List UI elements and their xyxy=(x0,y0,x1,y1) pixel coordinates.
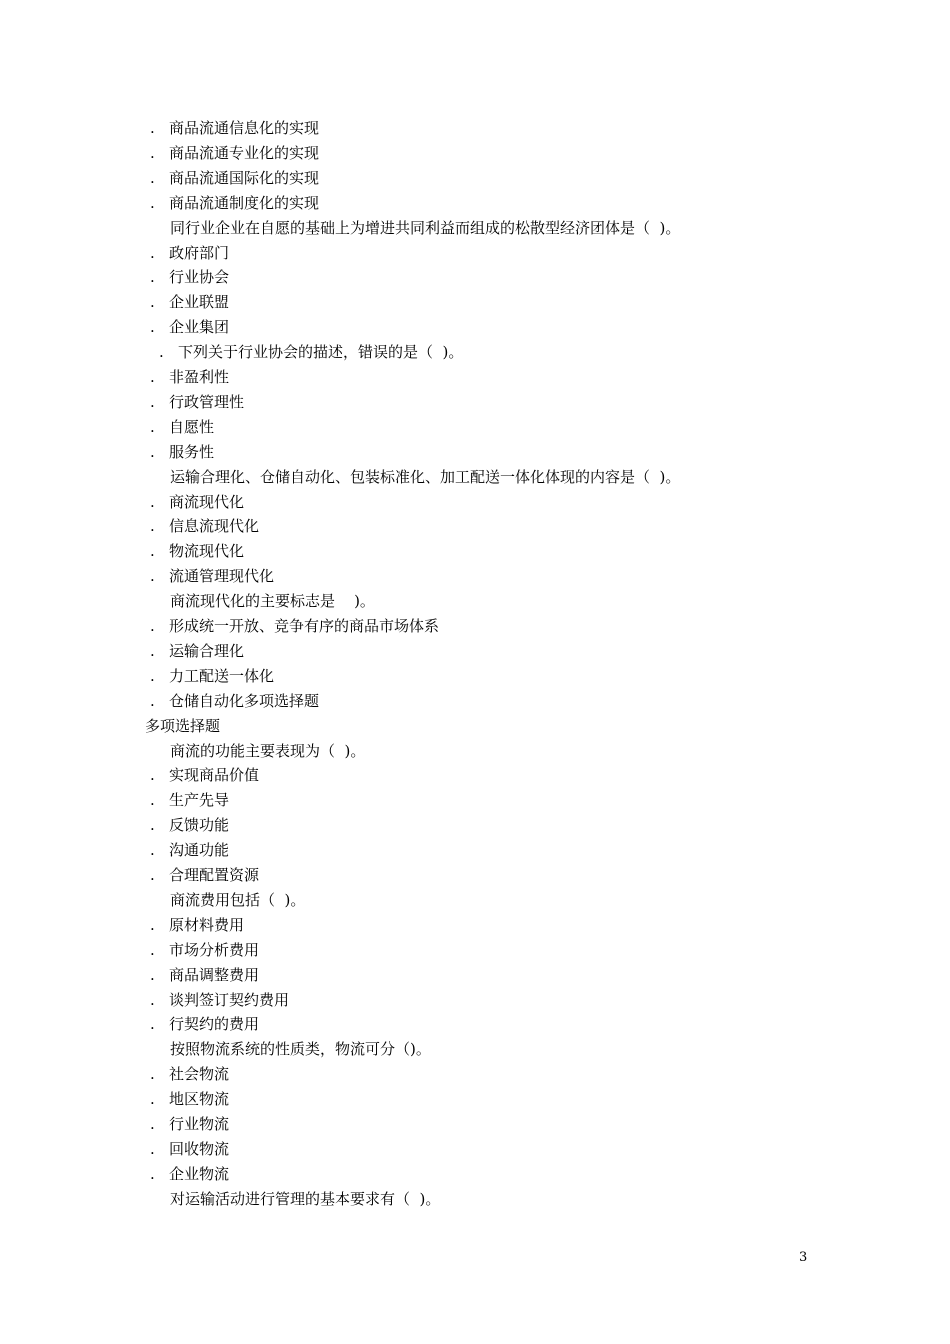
line-text: 形成统一开放、竞争有序的商品市场体系 xyxy=(169,617,440,635)
option-marker: . xyxy=(150,915,155,934)
option-marker: . xyxy=(150,442,155,461)
line-text: 自愿性 xyxy=(169,417,215,436)
answer-option xyxy=(150,168,319,188)
line-text: 社会物流 xyxy=(169,1065,230,1084)
answer-option xyxy=(150,118,319,138)
line-text: 商品流通国际化的实现 xyxy=(169,168,320,187)
question-text: 商流费用包括（ )。 xyxy=(170,890,306,909)
answer-option xyxy=(150,1064,229,1084)
line-text: 物流现代化 xyxy=(169,542,245,561)
answer-option xyxy=(150,915,244,935)
option-marker: . xyxy=(150,517,155,536)
question-text: 商流的功能主要表现为（ )。 xyxy=(170,741,366,760)
option-marker: . xyxy=(150,866,155,884)
answer-option xyxy=(150,492,244,512)
answer-option xyxy=(150,1014,259,1034)
section-heading: 多项选择题 xyxy=(145,716,221,735)
line-text: 沟通功能 xyxy=(169,841,230,860)
answer-option xyxy=(150,367,229,387)
question-text: 按照物流系统的性质类，物流可分（)。 xyxy=(170,1040,431,1059)
question-text: 同行业企业在自愿的基础上为增进共同利益而组成的松散型经济团体是（ )。 xyxy=(170,218,681,237)
line-text: 行业协会 xyxy=(169,268,230,287)
line-text: 流通管理现代化 xyxy=(169,567,275,586)
question-text: 商流现代化的主要标志是 )。 xyxy=(170,592,375,611)
answer-option xyxy=(150,865,259,885)
option-marker: . xyxy=(150,542,155,561)
option-marker: . xyxy=(150,666,155,685)
answer-option xyxy=(150,317,229,337)
line-text: 政府部门 xyxy=(169,243,230,262)
option-marker: . xyxy=(150,766,155,785)
line-text: 商品流通制度化的实现 xyxy=(169,193,320,212)
page-number: 3 xyxy=(799,1250,808,1265)
line-text: 下列关于行业协会的描述，错误的是（ )。 xyxy=(178,343,464,362)
answer-option xyxy=(150,940,259,960)
line-text: 行契约的费用 xyxy=(169,1015,260,1034)
option-marker: . xyxy=(150,1065,155,1084)
option-marker: . xyxy=(150,1090,155,1109)
option-marker: . xyxy=(159,343,164,362)
line-text: 谈判签订契约费用 xyxy=(169,990,290,1009)
option-marker: . xyxy=(150,417,155,436)
answer-option xyxy=(150,143,319,163)
answer-option xyxy=(150,815,229,835)
answer-option xyxy=(150,442,214,462)
line-text: 回收物流 xyxy=(169,1139,230,1158)
answer-option xyxy=(150,1089,229,1109)
line-text: 行业物流 xyxy=(169,1115,230,1133)
option-marker: . xyxy=(150,318,155,337)
option-marker: . xyxy=(150,1139,155,1158)
option-marker: . xyxy=(150,965,155,984)
line-text: 企业集团 xyxy=(169,318,230,337)
option-marker: . xyxy=(150,691,155,710)
question-text xyxy=(159,342,463,362)
answer-option xyxy=(150,516,259,536)
line-text: 商流现代化 xyxy=(169,492,245,511)
line-text: 力工配送一体化 xyxy=(169,666,275,685)
option-marker: . xyxy=(150,293,155,312)
line-text: 非盈利性 xyxy=(169,368,230,386)
option-marker: . xyxy=(150,641,155,660)
line-text: 实现商品价值 xyxy=(169,766,260,785)
answer-option xyxy=(150,990,289,1010)
line-text: 商品流通信息化的实现 xyxy=(169,119,320,137)
answer-option xyxy=(150,243,229,263)
option-marker: . xyxy=(150,1115,155,1133)
question-text: 运输合理化、仓储自动化、包装标准化、加工配送一体化体现的内容是（ )。 xyxy=(170,467,681,486)
answer-option xyxy=(150,267,229,287)
line-text: 商品调整费用 xyxy=(169,965,260,984)
line-text: 企业联盟 xyxy=(169,293,230,312)
answer-option xyxy=(150,1139,229,1159)
option-marker: . xyxy=(150,617,155,635)
line-text: 行政管理性 xyxy=(169,392,245,411)
option-marker: . xyxy=(150,392,155,411)
line-text: 服务性 xyxy=(169,442,215,461)
answer-option xyxy=(150,392,244,412)
answer-option xyxy=(150,417,214,437)
option-marker: . xyxy=(150,193,155,212)
option-marker: . xyxy=(150,940,155,959)
line-text: 信息流现代化 xyxy=(169,517,260,536)
option-marker: . xyxy=(150,1164,155,1183)
option-marker: . xyxy=(150,119,155,137)
option-marker: . xyxy=(150,492,155,511)
answer-option xyxy=(150,541,244,561)
answer-option xyxy=(150,641,244,661)
answer-option xyxy=(150,1164,229,1184)
answer-option xyxy=(150,790,229,810)
answer-option xyxy=(150,666,274,686)
option-marker: . xyxy=(150,1015,155,1034)
line-text: 仓储自动化多项选择题 xyxy=(169,691,320,710)
answer-option xyxy=(150,840,229,860)
option-marker: . xyxy=(150,567,155,586)
answer-option xyxy=(150,965,259,985)
answer-option xyxy=(150,765,259,785)
line-text: 商品流通专业化的实现 xyxy=(169,143,320,162)
answer-option xyxy=(150,691,319,711)
answer-option xyxy=(150,193,319,213)
option-marker: . xyxy=(150,243,155,262)
line-text: 反馈功能 xyxy=(169,816,230,835)
option-marker: . xyxy=(150,841,155,860)
line-text: 地区物流 xyxy=(169,1090,230,1109)
line-text: 原材料费用 xyxy=(169,915,245,934)
line-text: 运输合理化 xyxy=(169,641,245,660)
line-text: 合理配置资源 xyxy=(169,866,260,884)
option-marker: . xyxy=(150,268,155,287)
option-marker: . xyxy=(150,816,155,835)
line-text: 企业物流 xyxy=(169,1164,230,1183)
option-marker: . xyxy=(150,168,155,187)
option-marker: . xyxy=(150,990,155,1009)
option-marker: . xyxy=(150,143,155,162)
line-text: 市场分析费用 xyxy=(169,940,260,959)
answer-option xyxy=(150,292,229,312)
answer-option xyxy=(150,1114,229,1134)
line-text: 生产先导 xyxy=(169,791,230,810)
option-marker: . xyxy=(150,368,155,386)
question-text: 对运输活动进行管理的基本要求有（ )。 xyxy=(170,1189,441,1208)
answer-option xyxy=(150,616,439,636)
option-marker: . xyxy=(150,791,155,810)
answer-option xyxy=(150,566,274,586)
